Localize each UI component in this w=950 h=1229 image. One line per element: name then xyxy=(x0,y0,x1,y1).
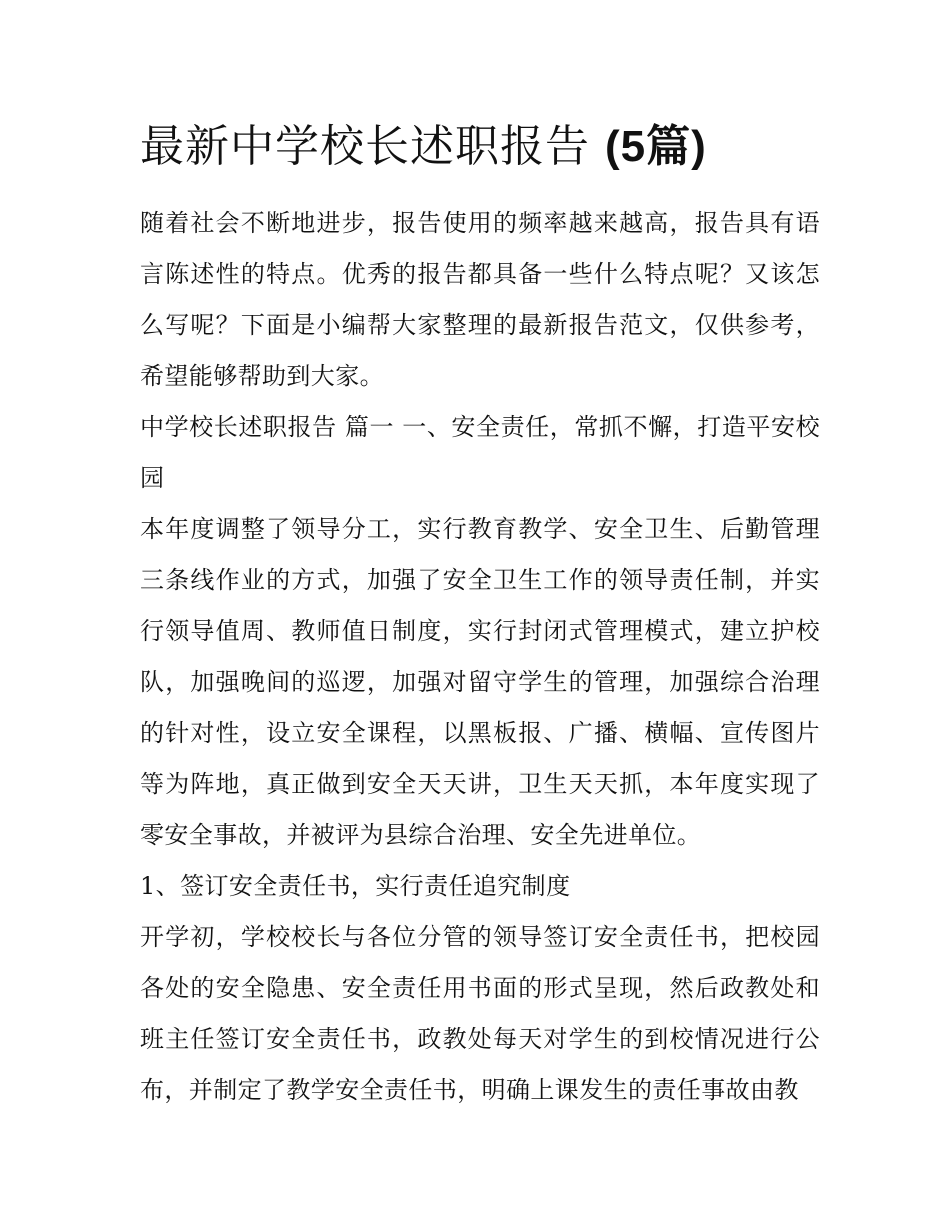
section-heading: 中学校长述职报告 篇一 一、安全责任，常抓不懈，打造平安校园 xyxy=(140,413,820,492)
document-title-main: 最新中学校长述职报告 xyxy=(140,121,590,172)
document-title-suffix: (5篇) xyxy=(605,122,707,171)
subsection-heading: 1、签订安全责任书，实行责任追究制度 xyxy=(140,872,571,900)
intro-paragraph: 随着社会不断地进步，报告使用的频率越来越高，报告具有语言陈述性的特点。优秀的报告都具备一些什么特点呢？又该怎么写呢？下面是小编帮大家整理的最新报告范文，仅供参考，希望能够帮助到大家。 xyxy=(140,209,820,390)
body-paragraph: 开学初，学校校长与各位分管的领导签订安全责任书，把校园各处的安全隐患、安全责任用书面的形式呈现，然后政教处和班主任签订安全责任书，政教处每天对学生的到校情况进行公布，并制定了教学安全责任书，明确上课发生的责任事故由教 xyxy=(140,923,820,1104)
document-body xyxy=(140,112,820,1116)
body-paragraph: 本年度调整了领导分工，实行教育教学、安全卫生、后勤管理三条线作业的方式，加强了安全卫生工作的领导责任制，并实行领导值周、教师值日制度，实行封闭式管理模式，建立护校队，加强晚间的巡逻，加强对留守学生的管理，加强综合治理的针对性，设立安全课程，以黑板报、广播、横幅、宣传图片等为阵地，真正做到安全天天讲，卫生天天抓，本年度实现了零安全事故，并被评为县综合治理、安全先进单位。 xyxy=(140,515,820,849)
document-title xyxy=(140,112,820,182)
